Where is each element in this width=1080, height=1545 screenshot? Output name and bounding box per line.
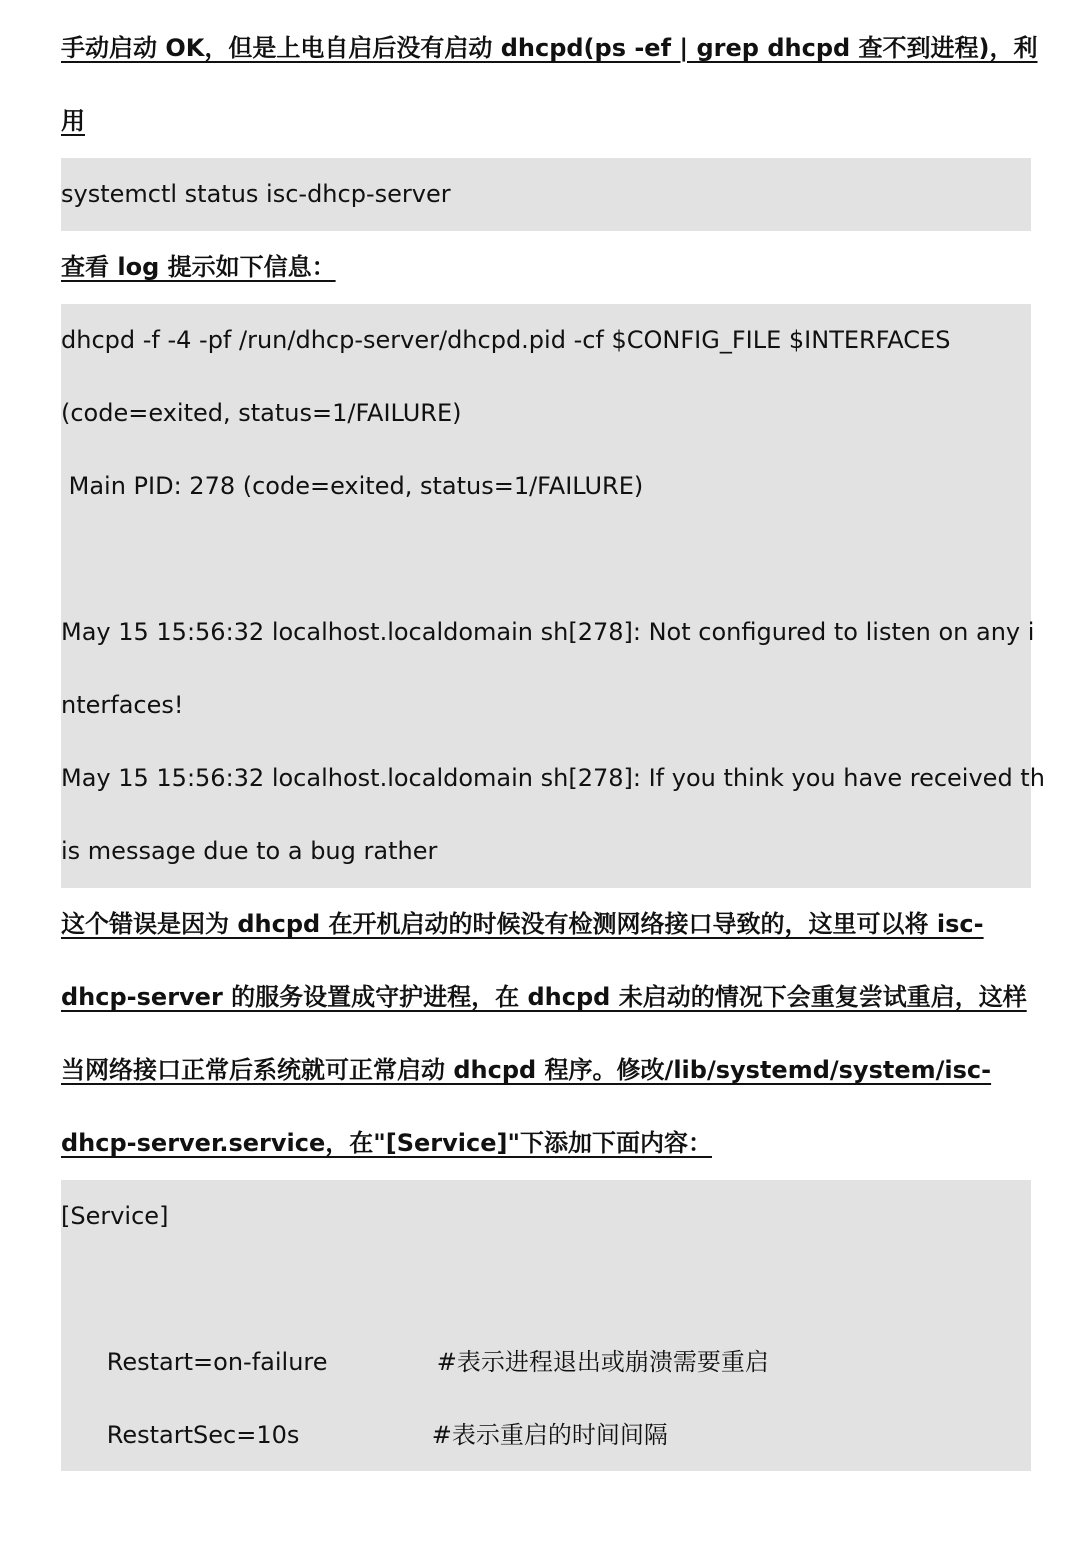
log-line: dhcpd -f -4 -pf /run/dhcp-server/dhcpd.pid -cf $CONFIG_FILE $INTERFACES [61, 326, 951, 354]
log-heading: 查看 log 提示如下信息： [61, 253, 336, 281]
config-restartsec-key: RestartSec=10s [106, 1421, 300, 1449]
config-restart-line [61, 1253, 1031, 1376]
service-config-block [61, 1180, 1031, 1471]
config-restart-comment: #表示进程退出或崩溃需要重启 [436, 1348, 769, 1376]
code-line: systemctl status isc-dhcp-server [61, 180, 451, 208]
explanation-line-4: dhcp-server.service，在"[Service]"下添加下面内容： [61, 1129, 712, 1157]
log-line: nterfaces! [61, 691, 184, 719]
config-section-line: [Service] [61, 1202, 169, 1230]
explanation-heading [61, 888, 1031, 1180]
log-line: is message due to a bug rather [61, 837, 438, 865]
log-line: (code=exited, status=1/FAILURE) [61, 399, 462, 427]
explanation-line-3: 当网络接口正常后系统就可正常启动 dhcpd 程序。修改/lib/systemd/system/isc- [61, 1056, 992, 1084]
explanation-line-2: dhcp-server 的服务设置成守护进程，在 dhcpd 未启动的情况下会重复尝试重启，这样 [61, 983, 1027, 1011]
config-restartsec-comment: #表示重启的时间间隔 [431, 1421, 668, 1449]
document-page [61, 0, 1045, 1471]
log-line: May 15 15:56:32 localhost.localdomain sh[278]: If you think you have received th [61, 764, 1045, 792]
intro-heading [61, 0, 1038, 158]
log-line: Main PID: 278 (code=exited, status=1/FAILURE) [61, 472, 644, 500]
config-restart-key: Restart=on-failure [106, 1348, 328, 1376]
log-output-block [61, 304, 1045, 888]
intro-heading-line-1: 手动启动 OK，但是上电自启后没有启动 dhcpd(ps -ef | grep dhcpd 查不到进程)，利 [61, 34, 1038, 62]
explanation-line-1: 这个错误是因为 dhcpd 在开机启动的时候没有检测网络接口导致的，这里可以将 isc- [61, 910, 984, 938]
systemctl-command-block [61, 158, 1031, 231]
log-line [61, 523, 1031, 596]
intro-heading-line-2: 用 [61, 107, 85, 135]
log-line: May 15 15:56:32 localhost.localdomain sh[278]: Not configured to listen on any i [61, 618, 1035, 646]
